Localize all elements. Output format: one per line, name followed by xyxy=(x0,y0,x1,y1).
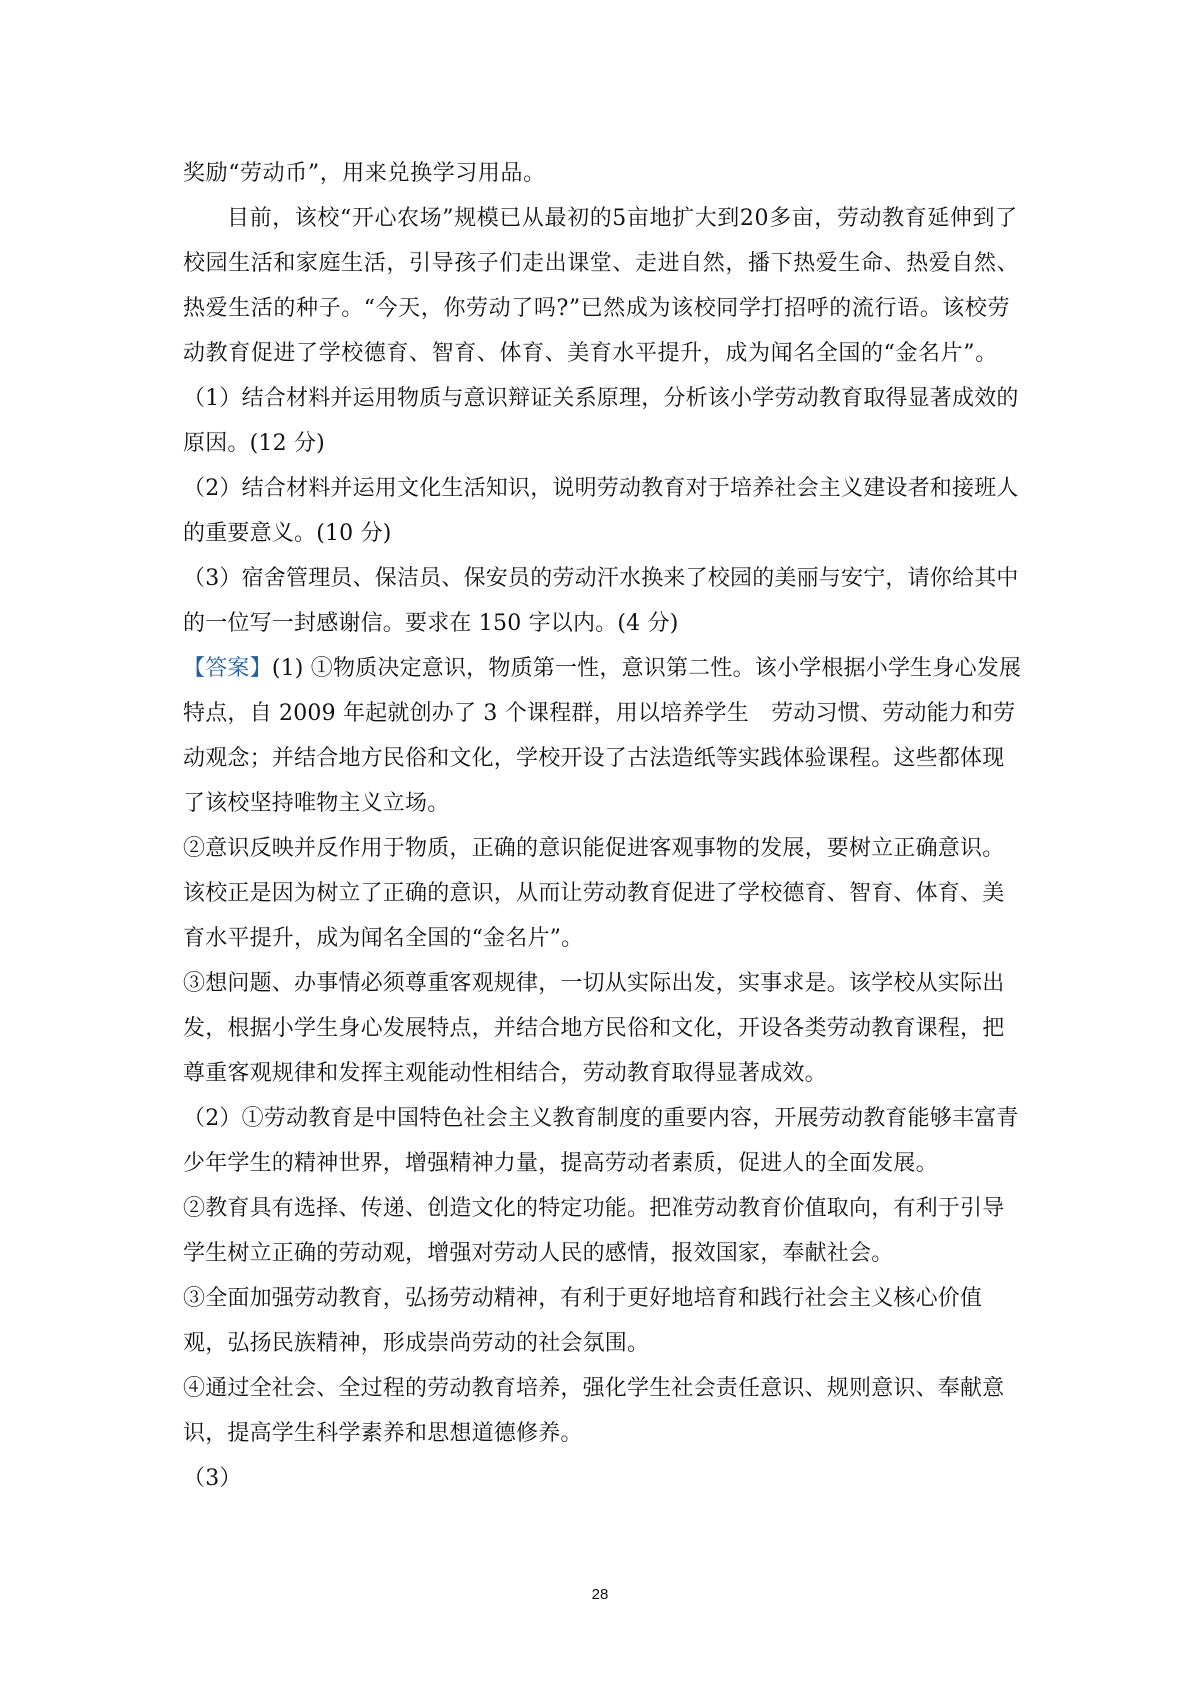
answer-label: 【答案】 xyxy=(183,656,272,681)
question-2: （2）结合材料并运用文化生活知识，说明劳动教育对于培养社会主义建设者和接班人的重要意义。(10 分) xyxy=(183,476,1019,546)
answer-first-paragraph xyxy=(183,646,1023,826)
material-paragraph: 目前，该校“开心农场”规模已从最初的5亩地扩大到20多亩，劳动教育延伸到了校园生活和家庭生活，引导孩子们走出课堂、走进自然，播下热爱生命、热爱自然、热爱生活的种子。“今天，你劳动了吗?”已然成为该校同学打招呼的流行语。该校劳动教育促进了学校德育、智育、体育、美育水平提升，成为闻名全国的“金名片”。 xyxy=(183,206,1020,366)
document-content xyxy=(183,151,1023,1501)
answer-item-1-2: ②意识反映并反作用于物质，正确的意识能促进客观事物的发展，要树立正确意识。该校正是因为树立了正确的意识，从而让劳动教育促进了学校德育、智育、体育、美育水平提升，成为闻名全国的“金名片”。 xyxy=(183,836,1005,951)
answer-item-1-3: ③想问题、办事情必须尊重客观规律，一切从实际出发，实事求是。该学校从实际出发，根据小学生身心发展特点，并结合地方民俗和文化，开设各类劳动教育课程，把尊重客观规律和发挥主观能动性相结合，劳动教育取得显著成效。 xyxy=(183,971,1005,1086)
answer-item-2-4: ④通过全社会、全过程的劳动教育培养，强化学生社会责任意识、规则意识、奉献意识，提高学生科学素养和思想道德修养。 xyxy=(183,1376,1005,1446)
answer-item-3: （3） xyxy=(183,1466,242,1491)
question-1: （1）结合材料并运用物质与意识辩证关系原理，分析该小学劳动教育取得显著成效的原因。(12 分) xyxy=(183,386,1019,456)
question-3: （3）宿舍管理员、保洁员、保安员的劳动汗水换来了校园的美丽与安宁，请你给其中的一位写一封感谢信。要求在 150 字以内。(4 分) xyxy=(183,566,1019,636)
answer-item-2-2: ②教育具有选择、传递、创造文化的特定功能。把准劳动教育价值取向，有利于引导学生树立正确的劳动观，增强对劳动人民的感情，报效国家，奉献社会。 xyxy=(183,1196,1005,1266)
answer-item-2-3: ③全面加强劳动教育，弘扬劳动精神，有利于更好地培育和践行社会主义核心价值观，弘扬民族精神，形成崇尚劳动的社会氛围。 xyxy=(183,1286,983,1356)
answer-item-2-1: （2）①劳动教育是中国特色社会主义教育制度的重要内容，开展劳动教育能够丰富青少年学生的精神世界，增强精神力量，提高劳动者素质，促进人的全面发展。 xyxy=(183,1106,1019,1176)
answer-first-text: (1) ①物质决定意识，物质第一性，意识第二性。该小学根据小学生身心发展特点，自 2009 年起就创办了 3 个课程群，用以培养学生 劳动习惯、劳动能力和劳动观念；并结合地方民俗和文化，学校开设了古法造纸等实践体验课程。这些都体现了该校坚持唯物主义立场。 xyxy=(183,656,1022,816)
opening-line: 奖励“劳动币”，用来兑换学习用品。 xyxy=(183,161,546,186)
page-number: 28 xyxy=(591,1586,609,1603)
